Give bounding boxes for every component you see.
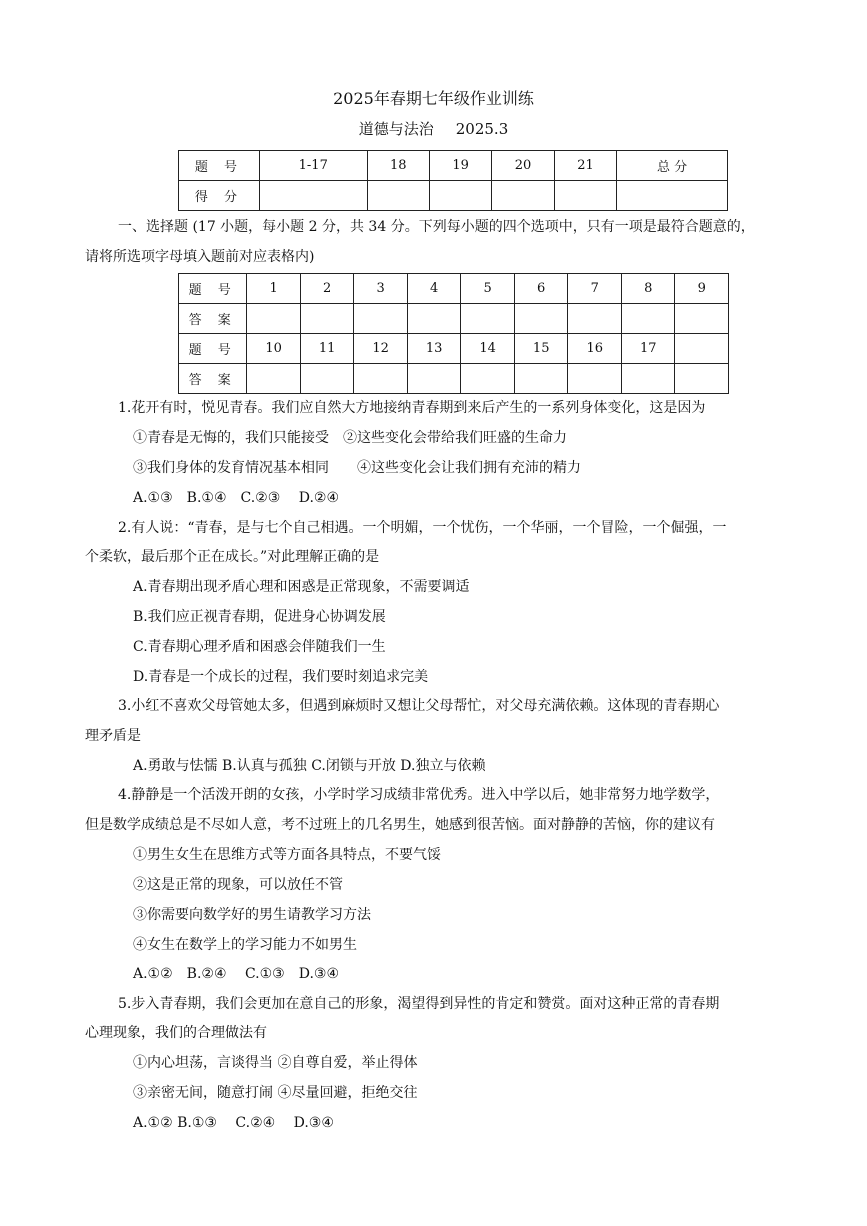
q4-statement-2: ②这是正常的现象，可以放任不管 (133, 877, 343, 893)
q1-statements-1: ①青春是无悔的，我们只能接受 ②这些变化会带给我们旺盛的生命力 (133, 430, 567, 446)
q2-option-a: A.青春期出现矛盾心理和困惑是正常现象，不需要调适 (133, 579, 470, 595)
q3-stem-cont: 理矛盾是 (85, 728, 141, 744)
q4-statement-3: ③你需要向数学好的男生请教学习方法 (133, 907, 371, 923)
q5-stem-cont: 心理现象，我们的合理做法有 (85, 1025, 267, 1041)
answer-number-row (179, 274, 729, 304)
answer-cell: 8 (621, 274, 675, 304)
q5-statements-1: ①内心坦荡，言谈得当 ②自尊自爱，举止得体 (133, 1055, 418, 1071)
answer-input-cell[interactable] (621, 364, 675, 394)
q1-statements-2: ③我们身体的发育情况基本相同 ④这些变化会让我们拥有充沛的精力 (133, 460, 581, 476)
score-cell: 题 号 (179, 151, 260, 181)
q5-statements-2: ③亲密无间，随意打闹 ④尽量回避，拒绝交往 (133, 1085, 418, 1101)
q4-statement-4: ④女生在数学上的学习能力不如男生 (133, 937, 357, 953)
answer-input-cell[interactable] (675, 364, 729, 394)
subject-label: 道德与法治 (358, 120, 434, 138)
section1-instructions: 一、选择题 (17 小题，每小题 2 分，共 34 分。下列每小题的四个选项中，只有一项是最符合题意的， (118, 219, 755, 235)
answer-input-cell[interactable] (300, 364, 354, 394)
score-cell: 19 (429, 151, 491, 181)
answer-cell: 17 (621, 334, 675, 364)
answer-fill-row (179, 364, 729, 394)
q3-options: A.勇敢与怯懦 B.认真与孤独 C.闭锁与开放 D.独立与依赖 (133, 758, 486, 774)
answer-cell: 14 (461, 334, 515, 364)
q5-stem: 5.步入青春期，我们会更加在意自己的形象，渴望得到异性的肯定和赞赏。面对这种正常的青春期 (118, 996, 720, 1012)
score-cell: 18 (367, 151, 429, 181)
q4-stem: 4.静静是一个活泼开朗的女孩，小学时学习成绩非常优秀。进入中学以后，她非常努力地学数学， (118, 787, 720, 803)
answer-cell: 3 (354, 274, 408, 304)
answer-input-cell[interactable] (247, 304, 301, 334)
answer-fill-row (179, 304, 729, 334)
q4-statement-1: ①男生女生在思维方式等方面各具特点，不要气馁 (133, 847, 441, 863)
score-value-row (179, 181, 728, 211)
q3-stem: 3.小红不喜欢父母管她太多，但遇到麻烦时又想让父母帮忙，对父母充满依赖。这体现的青春期心 (118, 698, 720, 714)
q2-option-d: D.青春是一个成长的过程，我们要时刻追求完美 (133, 669, 429, 685)
q1-stem: 1.花开有时，悦见青春。我们应自然大方地接纳青春期到来后产生的一系列身体变化，这是因为 (118, 400, 706, 416)
answer-cell: 题 号 (179, 334, 247, 364)
answer-input-cell[interactable] (461, 304, 515, 334)
q5-options: A.①② B.①③ C.②④ D.③④ (133, 1115, 334, 1131)
section1-instructions-cont: 请将所选项字母填入题前对应表格内) (85, 249, 315, 265)
q2-stem-cont: 个柔软，最后那个正在成长。”对此理解正确的是 (85, 549, 380, 565)
score-input-cell[interactable] (429, 181, 491, 211)
q4-stem-cont: 但是数学成绩总是不尽如人意，考不过班上的几名男生，她感到很苦恼。面对静静的苦恼，你的建议有 (85, 817, 715, 833)
answer-cell (675, 334, 729, 364)
answer-input-cell[interactable] (300, 304, 354, 334)
answer-input-cell[interactable] (354, 364, 408, 394)
exam-title: 2025年春期七年级作业训练 (333, 89, 534, 108)
score-cell: 21 (554, 151, 616, 181)
answer-cell: 2 (300, 274, 354, 304)
answer-cell: 13 (407, 334, 461, 364)
answer-cell: 10 (247, 334, 301, 364)
answer-table (178, 273, 729, 394)
answer-cell: 11 (300, 334, 354, 364)
answer-input-cell[interactable] (407, 304, 461, 334)
answer-input-cell[interactable] (621, 304, 675, 334)
score-input-cell[interactable] (492, 181, 554, 211)
answer-input-cell[interactable] (461, 364, 515, 394)
answer-input-cell[interactable] (354, 304, 408, 334)
answer-cell: 16 (568, 334, 622, 364)
answer-input-cell[interactable] (568, 304, 622, 334)
score-input-cell[interactable] (260, 181, 368, 211)
score-cell: 得 分 (179, 181, 260, 211)
answer-input-cell[interactable] (568, 364, 622, 394)
answer-cell: 15 (514, 334, 568, 364)
answer-cell: 12 (354, 334, 408, 364)
answer-cell: 9 (675, 274, 729, 304)
q2-stem: 2.有人说：“青春，是与七个自己相遇。一个明媚，一个忧伤，一个华丽，一个冒险，一个倔强，一 (118, 520, 727, 536)
exam-date: 2025.3 (455, 120, 509, 138)
score-cell: 20 (492, 151, 554, 181)
q4-options: A.①② B.②④ C.①③ D.③④ (133, 966, 339, 982)
answer-input-cell[interactable] (247, 364, 301, 394)
answer-cell: 题 号 (179, 274, 247, 304)
answer-input-cell[interactable] (514, 364, 568, 394)
answer-cell: 4 (407, 274, 461, 304)
score-input-cell[interactable] (617, 181, 728, 211)
answer-input-cell[interactable] (675, 304, 729, 334)
score-header-row (179, 151, 728, 181)
answer-cell: 答 案 (179, 364, 247, 394)
answer-cell: 6 (514, 274, 568, 304)
answer-cell: 1 (247, 274, 301, 304)
score-input-cell[interactable] (367, 181, 429, 211)
score-cell: 总 分 (617, 151, 728, 181)
q1-options: A.①③ B.①④ C.②③ D.②④ (133, 490, 339, 506)
q2-option-b: B.我们应正视青春期，促进身心协调发展 (133, 609, 386, 625)
answer-input-cell[interactable] (407, 364, 461, 394)
answer-input-cell[interactable] (514, 304, 568, 334)
exam-subtitle (0, 118, 867, 139)
q2-option-c: C.青春期心理矛盾和困惑会伴随我们一生 (133, 639, 386, 655)
score-input-cell[interactable] (554, 181, 616, 211)
answer-cell: 7 (568, 274, 622, 304)
answer-cell: 5 (461, 274, 515, 304)
answer-cell: 答 案 (179, 304, 247, 334)
score-table (178, 150, 728, 211)
answer-number-row (179, 334, 729, 364)
score-cell: 1-17 (260, 151, 368, 181)
